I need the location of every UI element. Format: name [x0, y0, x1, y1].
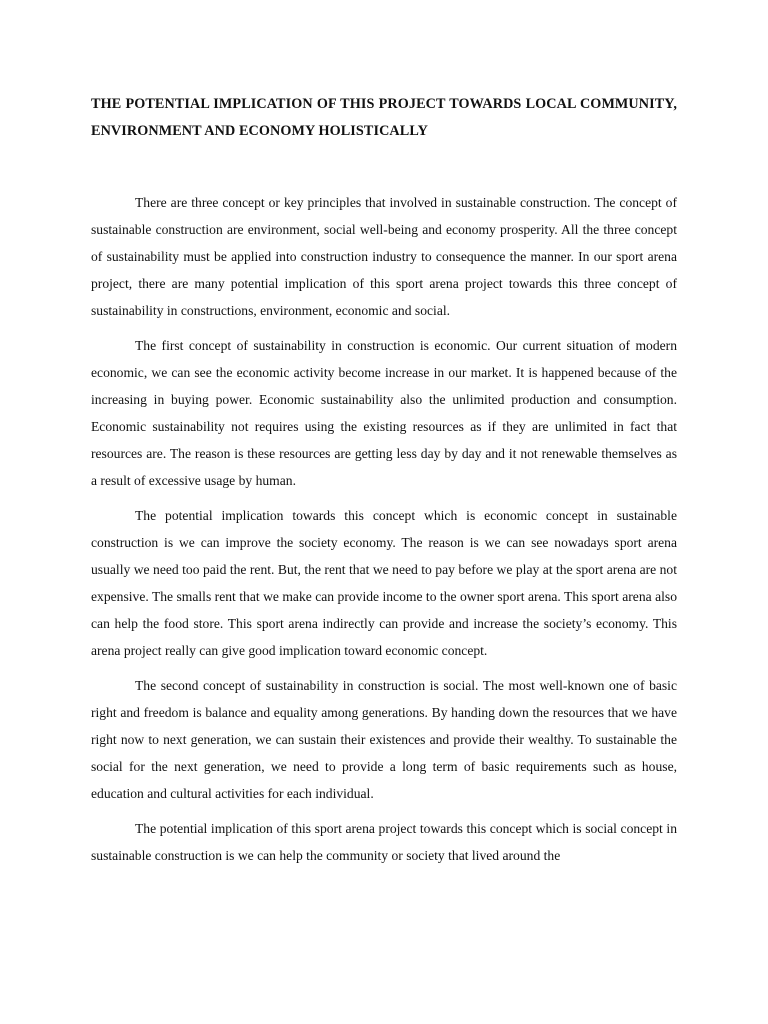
paragraph: The first concept of sustainability in construction is economic. Our current situation of modern economic, we can see the economic activity become increase in our market. It is happened because of the increasing in buying power. Economic sustainability also the unlimited production and consumption. Economic sustainability not requires using the existing resources as if they are unlimited in fact that resources are. The reason is these resources are getting less day by day and it not renewable themselves as a result of excessive usage by human.: [91, 338, 677, 488]
paragraph: The second concept of sustainability in construction is social. The most well-known one of basic right and freedom is balance and equality among generations. By handing down the resources that we have right now to next generation, we can sustain their existences and provide their wealthy. To sustainable the social for the next generation, we need to provide a long term of basic requirements such as house, education and cultural activities for each individual.: [91, 678, 677, 801]
paragraph: The potential implication towards this concept which is economic concept in sustainable construction is we can improve the society economy. The reason is we can see nowadays sport arena usually we need too paid the rent. But, the rent that we need to pay before we play at the sport arena are not expensive. The smalls rent that we make can provide income to the owner sport arena. This sport arena also can help the food store. This sport arena indirectly can provide and increase the society’s economy. This arena project really can give good implication toward economic concept.: [91, 508, 677, 658]
document-title: THE POTENTIAL IMPLICATION OF THIS PROJECT TOWARDS LOCAL COMMUNITY, ENVIRONMENT AND ECONOMY HOLISTICALLY: [91, 96, 677, 139]
paragraph: There are three concept or key principles that involved in sustainable construction. The concept of sustainable construction are environment, social well-being and economy prosperity. All the three concept of sustainability must be applied into construction industry to consequence the manner. In our sport arena project, there are many potential implication of this sport arena project towards this three concept of sustainability in constructions, environment, economic and social.: [91, 195, 677, 318]
document-body: [91, 189, 677, 877]
paragraph: The potential implication of this sport arena project towards this concept which is social concept in sustainable construction is we can help the community or society that lived around the: [91, 821, 677, 863]
